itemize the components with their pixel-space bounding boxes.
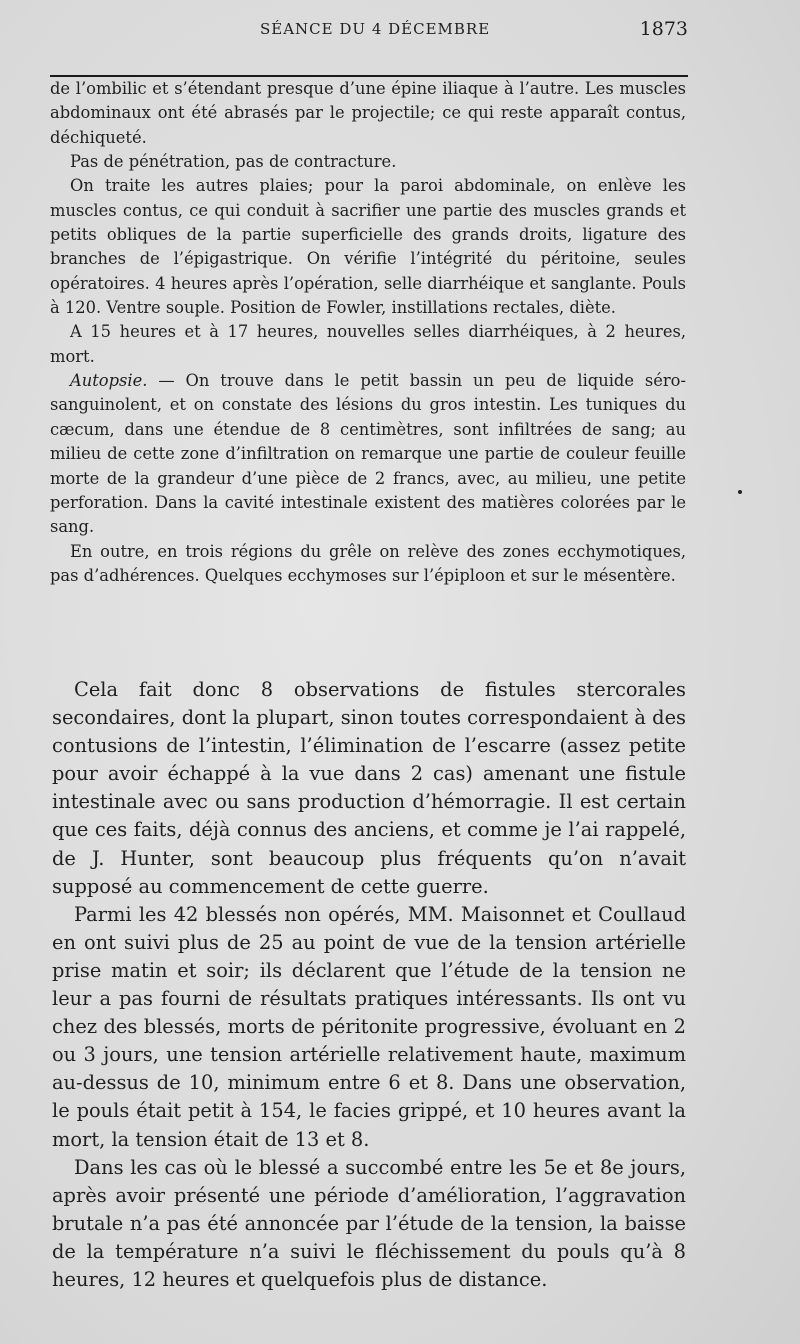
- running-head: [50, 20, 688, 46]
- print-speck: [738, 490, 742, 494]
- paragraph-no-penetration: Pas de pénétration, pas de contracture.: [70, 152, 397, 172]
- paragraph-ecchymoses: En outre, en trois régions du grêle on relève des zones ecchymotiques, pas d’adhérences. Quelques ecchymoses sur l’épiploon et sur le mésentère.: [50, 541, 686, 585]
- autopsy-label: Autopsie.: [70, 371, 148, 391]
- case-report-block: [50, 77, 686, 588]
- discussion-block: [52, 676, 686, 1294]
- paragraph-treatment: On traite les autres plaies; pour la paroi abdominale, on enlève les muscles contus, ce qui conduit à sacrifier une partie des muscles grands et petits obliques de la partie superficielle des grands droits, ligature des branches de l’épigastrique. On vérifie l’intégrité du péritoine, seules opératoires. 4 heures après l’opération, selle diarrhéique et sanglante. Pouls à 120. Ventre souple. Position de Fowler, instillations rectales, diète.: [50, 176, 686, 318]
- autopsy-text: — On trouve dans le petit bassin un peu de liquide séro-sanguinolent, et on constate des lésions du gros intestin. Les tuniques du cæcum, dans une étendue de 8 centimètres, sont infiltrées de sang; au milieu de cette zone d’infiltration on remarque une partie de couleur feuille morte de la grandeur d’une pièce de 2 francs, avec, au milieu, une petite perforation. Dans la cavité intestinale existent des matières colorées par le sang.: [50, 371, 686, 537]
- paragraph-continuation: de l’ombilic et s’étendant presque d’une épine iliaque à l’autre. Les muscles abdominaux ont été abrasés par le projectile; ce qui reste apparaît contus, déchiqueté.: [50, 79, 686, 147]
- paragraph-death: A 15 heures et à 17 heures, nouvelles selles diarrhéiques, à 2 heures, mort.: [50, 322, 686, 366]
- paragraph-observations: Cela fait donc 8 observations de fistules stercorales secondaires, dont la plupart, sinon toutes correspondaient à des contusions de l’intestin, l’élimination de l’escarre (assez petite pour avoir échappé à la vue dans 2 cas) amenant une fistule intestinale avec ou sans production d’hémorragie. Il est certain que ces faits, déjà connus des anciens, et comme je l’ai rappelé, de J. Hunter, sont beaucoup plus fréquents qu’on n’avait supposé au commencement de cette guerre.: [52, 678, 686, 898]
- paragraph-autopsy: [50, 369, 686, 539]
- paragraph-arterial-tension: Parmi les 42 blessés non opérés, MM. Maisonnet et Coullaud en ont suivi plus de 25 au point de vue de la tension artérielle prise matin et soir; ils déclarent que l’étude de la tension ne leur a pas fourni de résultats pratiques intéressants. Ils ont vu chez des blessés, morts de péritonite progressive, évoluant en 2 ou 3 jours, une tension artérielle relativement haute, maximum au-dessus de 10, minimum entre 6 et 8. Dans une observation, le pouls était petit à 154, le facies grippé, et 10 heures avant la mort, la tension était de 13 et 8.: [52, 902, 686, 1151]
- page-number: 1873: [639, 18, 688, 40]
- paragraph-late-deaths: Dans les cas où le blessé a succombé entre les 5e et 8e jours, après avoir présenté une période d’amélioration, l’aggravation brutale n’a pas été annoncée par l’étude de la tension, la baisse de la température n’a suivi le fléchissement du pouls qu’à 8 heures, 12 heures et quelquefois plus de distance.: [52, 1155, 686, 1291]
- running-title: SÉANCE DU 4 DÉCEMBRE: [260, 20, 491, 38]
